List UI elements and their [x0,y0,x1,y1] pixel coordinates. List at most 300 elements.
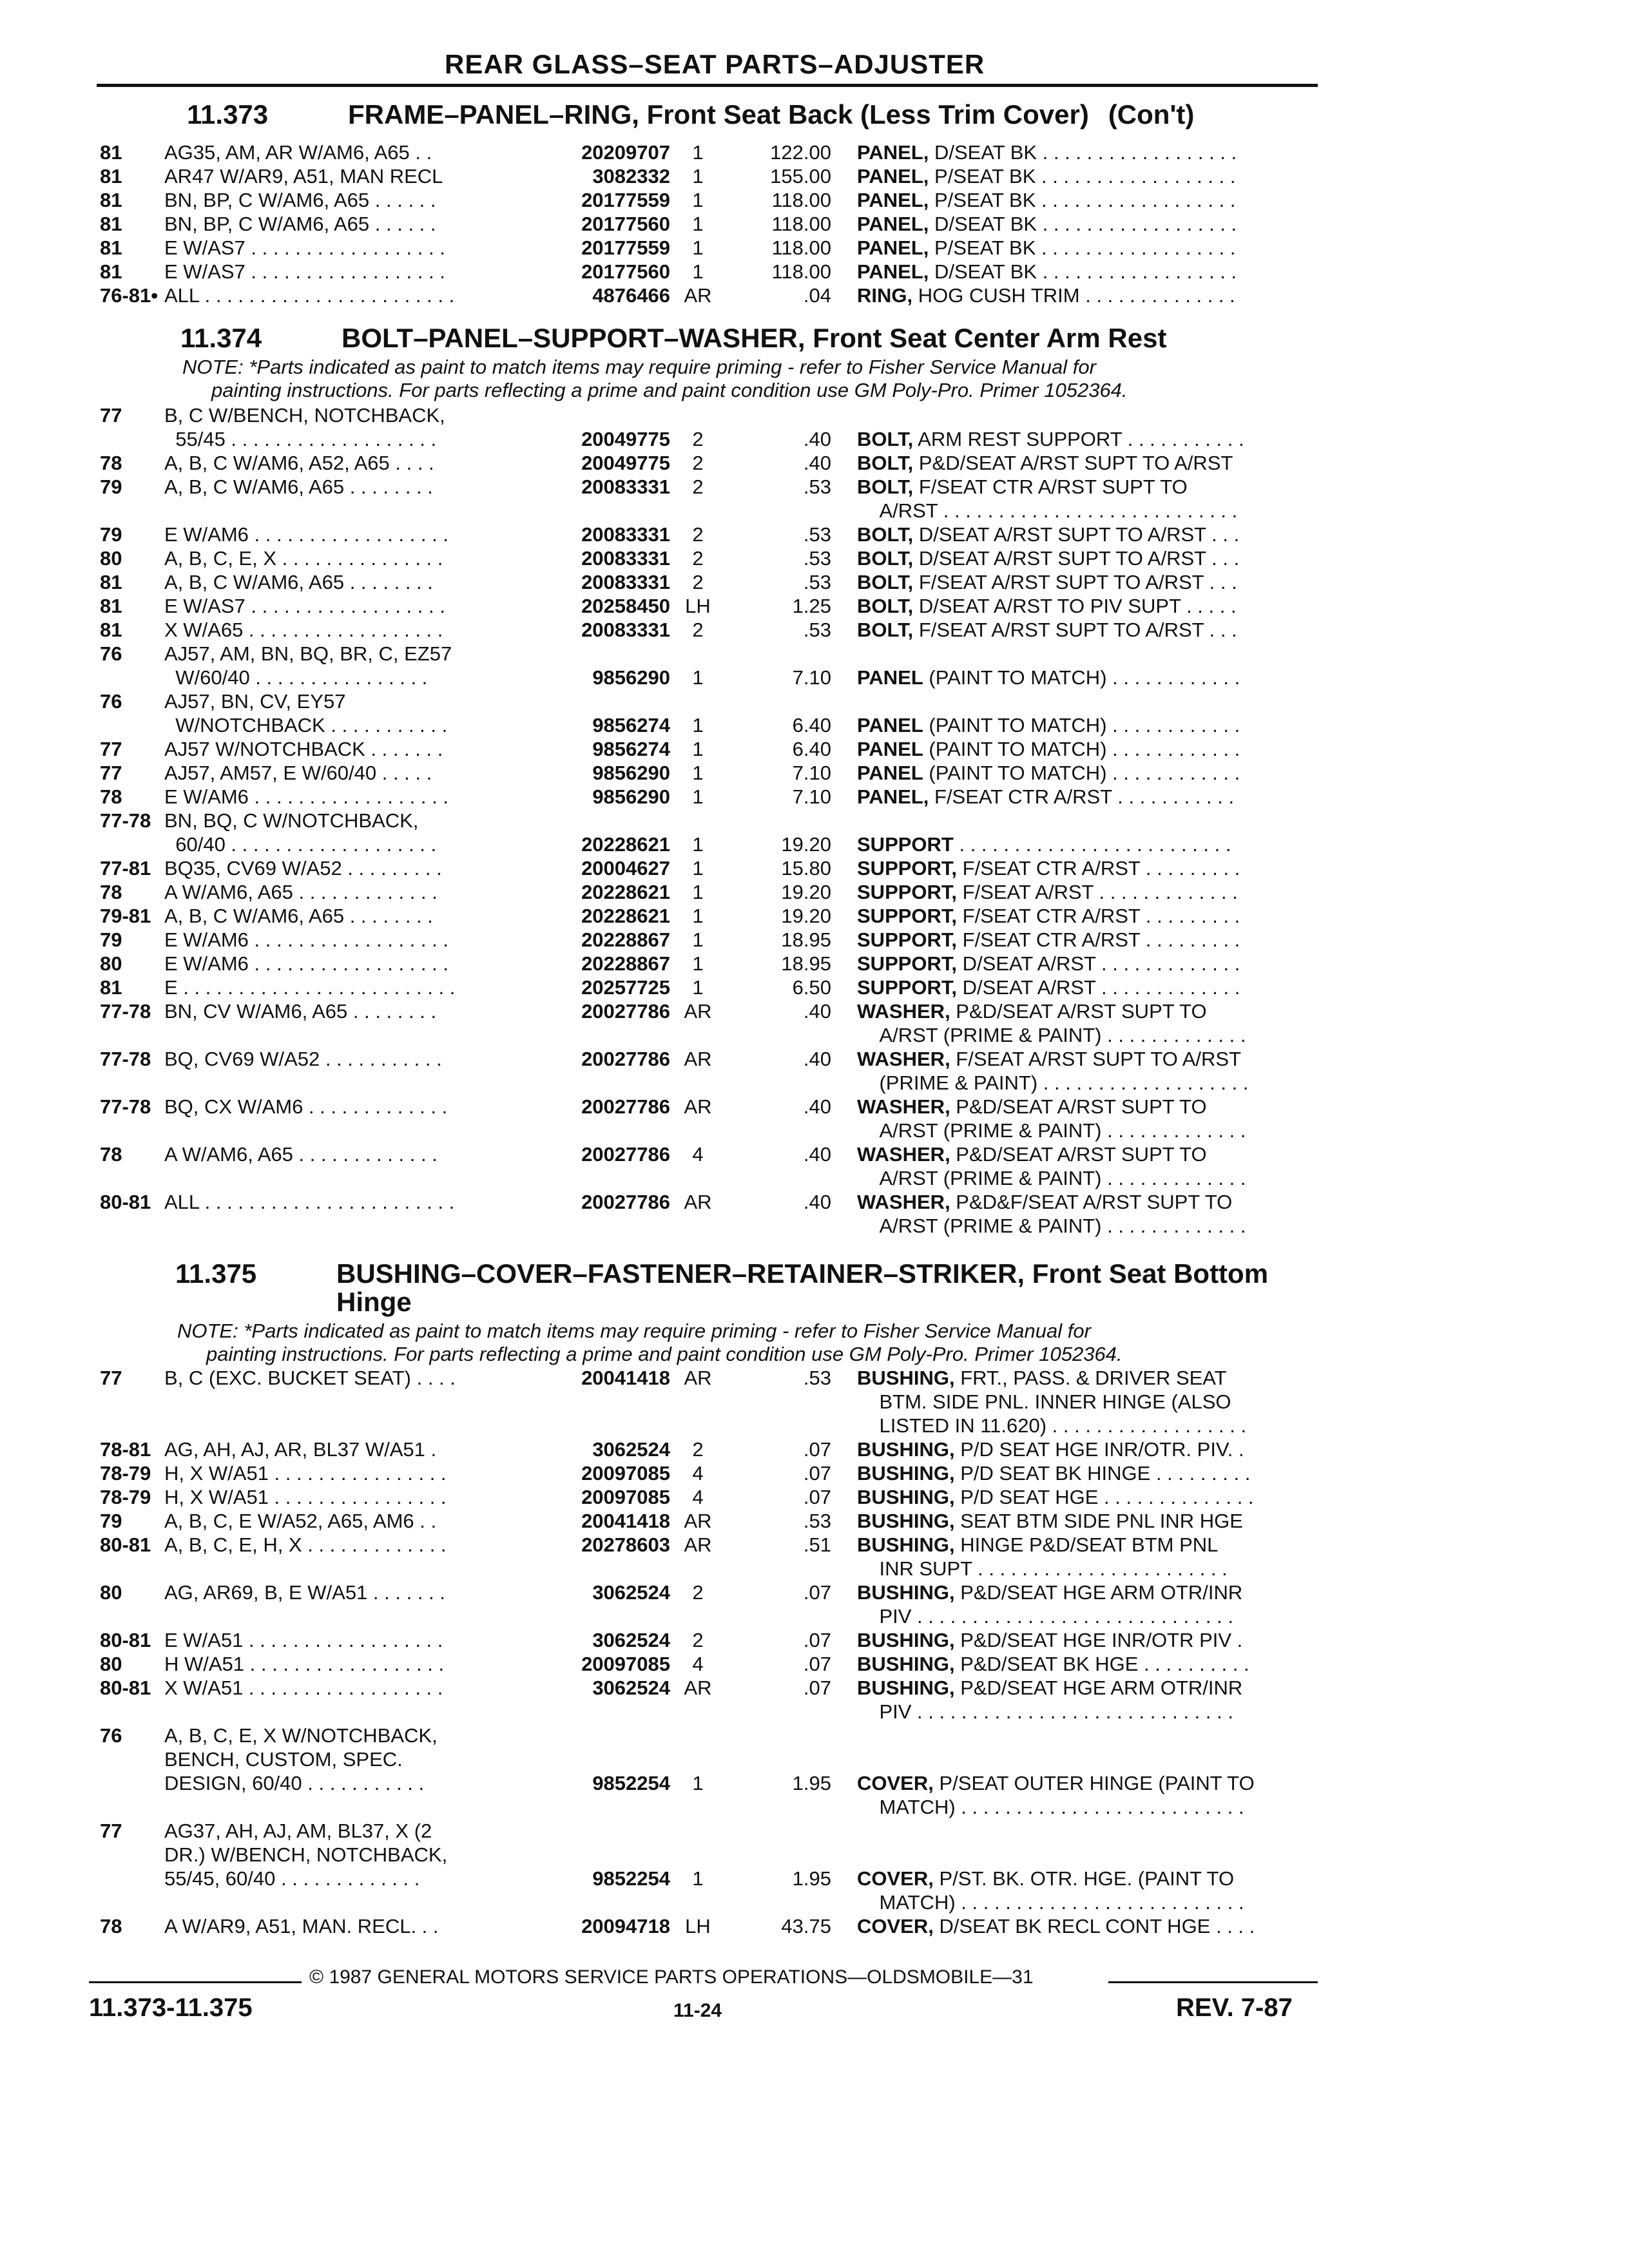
price: .07 [803,1462,831,1485]
description-keyword: WASHER, [857,1000,950,1023]
description-detail: SEAT BTM SIDE PNL INR HGE [954,1510,1243,1532]
note-line: NOTE: *Parts indicated as paint to match items may require priming - refer to Fisher Service Manual for [177,1320,1091,1342]
note-line: NOTE: *Parts indicated as paint to match items may require priming - refer to Fisher Service Manual for [182,356,1096,378]
model-application: A, B, C, E, H, X . . . . . . . . . . . . . [164,1533,447,1556]
section-note [182,356,1128,402]
quantity: AR [684,1191,712,1213]
model-year: 79-81 [100,905,151,927]
part-description [857,666,1334,689]
part-number: 20177559 [581,236,670,259]
part-description [857,1190,1334,1238]
part-description [857,140,1334,164]
model-application: AR47 W/AR9, A51, MAN RECL [164,165,443,187]
section-title: BUSHING–COVER–FASTENER–RETAINER–STRIKER, Front Seat Bottom [336,1258,1269,1289]
price: 122.00 [770,141,831,164]
price: .40 [803,1143,831,1166]
part-description [857,546,1334,570]
description-detail: F/SEAT A/RST . . . . . . . . . . . . . [957,881,1238,903]
quantity: 1 [692,952,704,975]
model-year: 81 [100,595,122,617]
price: .07 [803,1486,831,1508]
price: 6.40 [792,714,831,736]
quantity: 1 [692,141,704,164]
part-number: 3062524 [592,1581,670,1604]
part-description [857,1461,1334,1485]
quantity: 1 [692,714,704,736]
price: .07 [803,1438,831,1461]
description-keyword: WASHER, [857,1048,950,1070]
part-number: 20049775 [581,452,670,474]
model-year: 81 [100,619,122,641]
part-number: 20083331 [581,523,670,546]
part-number: 20228621 [581,905,670,927]
part-description [857,737,1334,761]
part-number: 20177560 [581,213,670,235]
description-keyword: COVER, [857,1915,934,1937]
section-title: BOLT–PANEL–SUPPORT–WASHER, Front Seat Center Arm Rest [342,323,1167,353]
part-description [857,1914,1334,1938]
quantity: 1 [692,1867,704,1890]
description-keyword: BUSHING, [857,1653,955,1675]
model-year: 77 [100,1820,122,1842]
part-number: 4876466 [592,284,670,307]
model-application: AG37, AH, AJ, AM, BL37, X (2 DR.) W/BENCH, NOTCHBACK, 55/45, 60/40 . . . . . . . . . . . . . [164,1820,448,1890]
description-keyword: WASHER, [857,1143,950,1166]
description-detail: F/SEAT CTR A/RST . . . . . . . . . [957,857,1240,879]
description-keyword: SUPPORT, [857,976,958,999]
model-year: 80-81 [100,1677,151,1699]
quantity: 2 [692,428,704,450]
price: .53 [803,571,831,593]
part-description [857,451,1334,475]
part-number: 20004627 [581,857,670,879]
quantity: AR [684,1510,712,1532]
description-detail: (PAINT TO MATCH) . . . . . . . . . . . . [923,762,1240,784]
model-year: 81 [100,260,122,283]
part-number: 20177560 [581,260,670,283]
price: .53 [803,476,831,498]
price: 7.10 [792,762,831,784]
quantity: AR [684,1095,712,1118]
model-application: B, C (EXC. BUCKET SEAT) . . . . [164,1367,456,1389]
quantity: 1 [692,857,704,879]
part-number: 9852254 [592,1867,670,1890]
part-description [857,1095,1334,1142]
section-heading [187,101,1194,129]
part-description [857,856,1334,880]
model-application: E W/AM6 . . . . . . . . . . . . . . . . . . [164,952,448,975]
section-heading [175,1258,1269,1317]
description-keyword: BOLT, [857,452,914,474]
model-year: 76-81• [100,284,159,307]
quantity: AR [684,1000,712,1023]
model-year: 76 [100,642,122,665]
part-description [857,284,1334,307]
model-application: A, B, C W/AM6, A65 . . . . . . . . [164,571,433,593]
quantity: 1 [692,976,704,999]
quantity: AR [684,1533,712,1556]
description-keyword: SUPPORT, [857,857,958,879]
quantity: 1 [692,881,704,903]
description-detail: D/SEAT A/RST . . . . . . . . . . . . . [957,952,1240,975]
description-detail: P&D/SEAT A/RST SUPT TO A/RST (PRIME & PAINT) . . . . . . . . . . . . . [879,1143,1246,1189]
price: 19.20 [781,905,831,927]
description-keyword: PANEL [857,666,923,689]
quantity: 2 [692,571,704,593]
quantity: 1 [692,1772,704,1794]
quantity: 1 [692,666,704,689]
description-keyword: COVER, [857,1772,934,1794]
model-year: 77-78 [100,1095,151,1118]
part-number: 20027786 [581,1143,670,1166]
part-number: 9856290 [592,762,670,784]
part-number: 20027786 [581,1048,670,1070]
price: 43.75 [781,1915,831,1937]
description-detail: F/SEAT CTR A/RST . . . . . . . . . [957,905,1240,927]
model-year: 77 [100,404,122,427]
quantity: 1 [692,928,704,951]
model-application: E W/AS7 . . . . . . . . . . . . . . . . . . [164,595,445,617]
model-application: AJ57, AM57, E W/60/40 . . . . . [164,762,432,784]
quantity: AR [684,284,712,307]
part-number: 20278603 [581,1533,670,1556]
price: .07 [803,1653,831,1675]
description-keyword: PANEL, [857,236,929,259]
description-keyword: SUPPORT, [857,881,958,903]
model-year: 78-81 [100,1438,151,1461]
model-year: 78 [100,785,122,808]
description-keyword: PANEL, [857,785,929,808]
model-year: 77 [100,1367,122,1389]
description-keyword: BUSHING, [857,1629,955,1651]
description-detail: D/SEAT BK . . . . . . . . . . . . . . . . . . [929,213,1237,235]
model-application: ALL . . . . . . . . . . . . . . . . . . . . . . . [164,1191,455,1213]
price: .53 [803,1367,831,1389]
model-application: A W/AM6, A65 . . . . . . . . . . . . . [164,1143,438,1166]
part-number: 20258450 [581,595,670,617]
part-number: 20177559 [581,189,670,211]
description-keyword: PANEL, [857,141,929,164]
quantity: 2 [692,452,704,474]
part-number: 20049775 [581,428,670,450]
model-year: 81 [100,165,122,187]
part-description [857,975,1334,999]
description-detail: P/D SEAT BK HINGE . . . . . . . . . [954,1462,1251,1485]
description-keyword: WASHER, [857,1095,950,1118]
model-application: A W/AR9, A51, MAN. RECL. . . [164,1915,439,1937]
part-description [857,236,1334,260]
model-application: AJ57 W/NOTCHBACK . . . . . . . [164,738,443,760]
model-year: 77-78 [100,1048,151,1070]
model-year: 80 [100,1581,122,1604]
description-detail: D/SEAT BK . . . . . . . . . . . . . . . . . . [929,260,1237,283]
quantity: 2 [692,1581,704,1604]
description-keyword: BOLT, [857,571,914,593]
model-year: 81 [100,976,122,999]
model-application: B, C W/BENCH, NOTCHBACK, 55/45 . . . . . . . . . . . . . . . . . . . [164,404,445,450]
model-year: 76 [100,690,122,713]
part-description [857,523,1334,546]
description-keyword: BUSHING, [857,1438,955,1461]
quantity: 1 [692,905,704,927]
description-keyword: PANEL, [857,213,929,235]
description-detail: FRT., PASS. & DRIVER SEAT BTM. SIDE PNL. INNER HINGE (ALSO LISTED IN 11.620) . . . . . . . . . . . . . . . . . . [879,1367,1247,1437]
part-number: 3062524 [592,1438,670,1461]
footer-copyright: © 1987 GENERAL MOTORS SERVICE PARTS OPERATIONS—OLDSMOBILE—31 [309,1966,1034,1988]
description-keyword: BOLT, [857,595,914,617]
model-application: BN, BP, C W/AM6, A65 . . . . . . [164,213,436,235]
description-keyword: BUSHING, [857,1486,955,1508]
price: .53 [803,523,831,546]
price: 18.95 [781,928,831,951]
model-application: BQ35, CV69 W/A52 . . . . . . . . . [164,857,442,879]
part-description [857,1628,1334,1652]
description-detail: P&D/SEAT A/RST SUPT TO A/RST [913,452,1233,474]
section-title: FRAME–PANEL–RING, Front Seat Back (Less Trim Cover) [348,99,1089,130]
price: 7.10 [792,666,831,689]
section-note [177,1320,1123,1366]
price: .40 [803,1048,831,1070]
model-year: 80 [100,547,122,570]
price: .40 [803,452,831,474]
description-detail: P&D/SEAT HGE INR/OTR PIV . [954,1629,1243,1651]
model-application: AG, AH, AJ, AR, BL37 W/A51 . [164,1438,437,1461]
price: 6.40 [792,738,831,760]
part-number: 9852254 [592,1772,670,1794]
model-application: AG35, AM, AR W/AM6, A65 . . [164,141,432,164]
note-line: painting instructions. For parts reflecting a prime and paint condition use GM Poly-Pro. Primer 1052364. [211,379,1128,401]
price: 1.25 [792,595,831,617]
quantity: 2 [692,523,704,546]
quantity: AR [684,1048,712,1070]
description-detail: F/SEAT A/RST SUPT TO A/RST . . . [913,571,1237,593]
model-year: 79 [100,523,122,546]
model-year: 77 [100,762,122,784]
description-detail: (PAINT TO MATCH) . . . . . . . . . . . . [923,666,1240,689]
price: .40 [803,1095,831,1118]
part-description [857,164,1334,188]
description-detail: D/SEAT A/RST SUPT TO A/RST . . . [913,547,1240,570]
description-detail: P/D SEAT HGE INR/OTR. PIV. . [954,1438,1244,1461]
price: .40 [803,1191,831,1213]
section-heading [180,324,1166,352]
description-keyword: PANEL, [857,189,929,211]
description-keyword: COVER, [857,1867,934,1890]
description-detail: P/SEAT BK . . . . . . . . . . . . . . . . . . [929,236,1236,259]
part-number: 9856290 [592,785,670,808]
model-application: A, B, C W/AM6, A65 . . . . . . . . [164,476,433,498]
quantity: 2 [692,547,704,570]
quantity: 4 [692,1653,704,1675]
header-rule [97,84,1318,87]
part-number: 9856274 [592,714,670,736]
description-detail: D/SEAT BK . . . . . . . . . . . . . . . . . . [929,141,1237,164]
quantity: 4 [692,1486,704,1508]
price: 6.50 [792,976,831,999]
part-number: 3082332 [592,165,670,187]
price: 15.80 [781,857,831,879]
model-application: X W/A51 . . . . . . . . . . . . . . . . . . [164,1677,443,1699]
model-year: 81 [100,213,122,235]
model-year: 80 [100,1653,122,1675]
part-description [857,427,1334,451]
part-description [857,618,1334,642]
part-number: 20083331 [581,547,670,570]
model-year: 77-81 [100,857,151,879]
model-year: 81 [100,571,122,593]
part-number: 20027786 [581,1095,670,1118]
price: .07 [803,1677,831,1699]
model-application: A, B, C, E, X W/NOTCHBACK, BENCH, CUSTOM, SPEC. DESIGN, 60/40 . . . . . . . . . . . [164,1724,438,1794]
part-description [857,1771,1334,1819]
price: 118.00 [771,236,831,259]
part-number: 20097085 [581,1462,670,1485]
part-description [857,928,1334,952]
model-year: 78 [100,1915,122,1937]
part-description [857,761,1334,785]
description-detail: P&D/SEAT A/RST SUPT TO A/RST (PRIME & PAINT) . . . . . . . . . . . . . [879,1095,1246,1142]
description-keyword: BOLT, [857,619,914,641]
model-application: A, B, C, E W/A52, A65, AM6 . . [164,1510,437,1532]
model-year: 81 [100,236,122,259]
part-description [857,1366,1334,1437]
model-application: X W/A65 . . . . . . . . . . . . . . . . . . [164,619,443,641]
model-year: 81 [100,189,122,211]
quantity: LH [685,1915,711,1937]
part-description [857,1652,1334,1676]
description-detail: P/ST. BK. OTR. HGE. (PAINT TO MATCH) . . . . . . . . . . . . . . . . . . . . . . . . . . [879,1867,1244,1914]
part-description [857,594,1334,618]
description-detail: F/SEAT A/RST SUPT TO A/RST (PRIME & PAINT) . . . . . . . . . . . . . . . . . . . [879,1048,1249,1094]
part-number: 20228621 [581,833,670,856]
price: 118.00 [771,189,831,211]
quantity: AR [684,1367,712,1389]
part-description [857,570,1334,594]
description-detail: P&D/SEAT BK HGE . . . . . . . . . . [954,1653,1249,1675]
model-application: E W/AM6 . . . . . . . . . . . . . . . . . . [164,523,448,546]
part-description [857,1142,1334,1190]
description-keyword: BUSHING, [857,1367,955,1389]
description-detail: P/D SEAT HGE . . . . . . . . . . . . . . [954,1486,1254,1508]
part-number: 20257725 [581,976,670,999]
model-year: 79 [100,476,122,498]
description-detail: F/SEAT CTR A/RST . . . . . . . . . [957,928,1240,951]
description-keyword: BUSHING, [857,1462,955,1485]
model-application: ALL . . . . . . . . . . . . . . . . . . . . . . . [164,284,455,307]
model-application: BQ, CX W/AM6 . . . . . . . . . . . . . [164,1095,448,1118]
description-keyword: BOLT, [857,523,914,546]
description-detail: P&D/SEAT HGE ARM OTR/INR PIV . . . . . . . . . . . . . . . . . . . . . . . . . . . . . [879,1581,1243,1628]
part-number: 20083331 [581,476,670,498]
quantity: 1 [692,236,704,259]
quantity: 4 [692,1143,704,1166]
description-keyword: SUPPORT, [857,905,958,927]
continued-label: (Con't) [1108,99,1195,130]
part-number: 20209707 [581,141,670,164]
description-detail: P&D/SEAT A/RST SUPT TO A/RST (PRIME & PAINT) . . . . . . . . . . . . . [879,1000,1246,1046]
price: 18.95 [781,952,831,975]
description-keyword: BUSHING, [857,1581,955,1604]
description-detail: D/SEAT A/RST . . . . . . . . . . . . . [957,976,1240,999]
model-year: 78 [100,881,122,903]
section-number: 11.373 [187,99,269,130]
part-description [857,999,1334,1047]
price: .07 [803,1629,831,1651]
part-description [857,832,1334,856]
description-keyword: SUPPORT [857,833,954,856]
model-application: E W/AM6 . . . . . . . . . . . . . . . . . . [164,785,448,808]
model-application: H W/A51 . . . . . . . . . . . . . . . . . . [164,1653,445,1675]
description-keyword: BUSHING, [857,1533,955,1556]
part-description [857,475,1334,523]
description-keyword: PANEL, [857,260,929,283]
quantity: 1 [692,260,704,283]
description-detail: P&D&F/SEAT A/RST SUPT TO A/RST (PRIME & PAINT) . . . . . . . . . . . . . [879,1191,1246,1237]
model-application: BN, BQ, C W/NOTCHBACK, 60/40 . . . . . . . . . . . . . . . . . . . [164,809,437,856]
part-number: 3062524 [592,1677,670,1699]
description-keyword: BOLT, [857,547,914,570]
price: 118.00 [771,213,831,235]
model-year: 77-78 [100,1000,151,1023]
description-detail: P/SEAT OUTER HINGE (PAINT TO MATCH) . . . . . . . . . . . . . . . . . . . . . . . . . . [879,1772,1255,1818]
description-detail: D/SEAT A/RST TO PIV SUPT . . . . . [913,595,1237,617]
part-number: 9856290 [592,666,670,689]
model-application: H, X W/A51 . . . . . . . . . . . . . . . . [164,1462,447,1485]
model-year: 78 [100,1143,122,1166]
model-application: E W/A51 . . . . . . . . . . . . . . . . . . [164,1629,443,1651]
model-year: 79 [100,928,122,951]
part-description [857,785,1334,809]
quantity: 1 [692,762,704,784]
quantity: 2 [692,1629,704,1651]
quantity: 1 [692,213,704,235]
description-keyword: SUPPORT, [857,928,958,951]
part-description [857,1676,1334,1724]
part-description [857,1437,1334,1461]
model-year: 80-81 [100,1629,151,1651]
part-number: 20228867 [581,952,670,975]
model-application: BQ, CV69 W/A52 . . . . . . . . . . . [164,1048,442,1070]
model-application: E W/AS7 . . . . . . . . . . . . . . . . . . [164,236,445,259]
part-number: 20041418 [581,1510,670,1532]
part-description [857,260,1334,284]
model-application: AG, AR69, B, E W/A51 . . . . . . . [164,1581,445,1604]
part-description [857,904,1334,928]
quantity: 1 [692,189,704,211]
section-number: 11.375 [175,1258,257,1289]
description-keyword: BOLT, [857,428,914,450]
quantity: 4 [692,1462,704,1485]
part-number: 3062524 [592,1629,670,1651]
price: .53 [803,547,831,570]
part-number: 20228621 [581,881,670,903]
part-number: 20228867 [581,928,670,951]
part-number: 20097085 [581,1653,670,1675]
part-description [857,212,1334,236]
footer-rule-right [1108,1981,1318,1983]
price: 1.95 [792,1867,831,1890]
quantity: 1 [692,833,704,856]
model-application: AJ57, BN, CV, EY57 W/NOTCHBACK . . . . . . . . . . . [164,690,448,736]
model-application: H, X W/A51 . . . . . . . . . . . . . . . . [164,1486,447,1508]
footer-section-range: 11.373-11.375 [89,1994,253,2022]
price: .04 [803,284,831,307]
model-application: BN, BP, C W/AM6, A65 . . . . . . [164,189,436,211]
model-application: AJ57, AM, BN, BQ, BR, C, EZ57 W/60/40 . . . . . . . . . . . . . . . . [164,642,452,689]
quantity: 1 [692,165,704,187]
description-detail: ARM REST SUPPORT . . . . . . . . . . . [913,428,1244,450]
description-detail: D/SEAT A/RST SUPT TO A/RST . . . [913,523,1240,546]
